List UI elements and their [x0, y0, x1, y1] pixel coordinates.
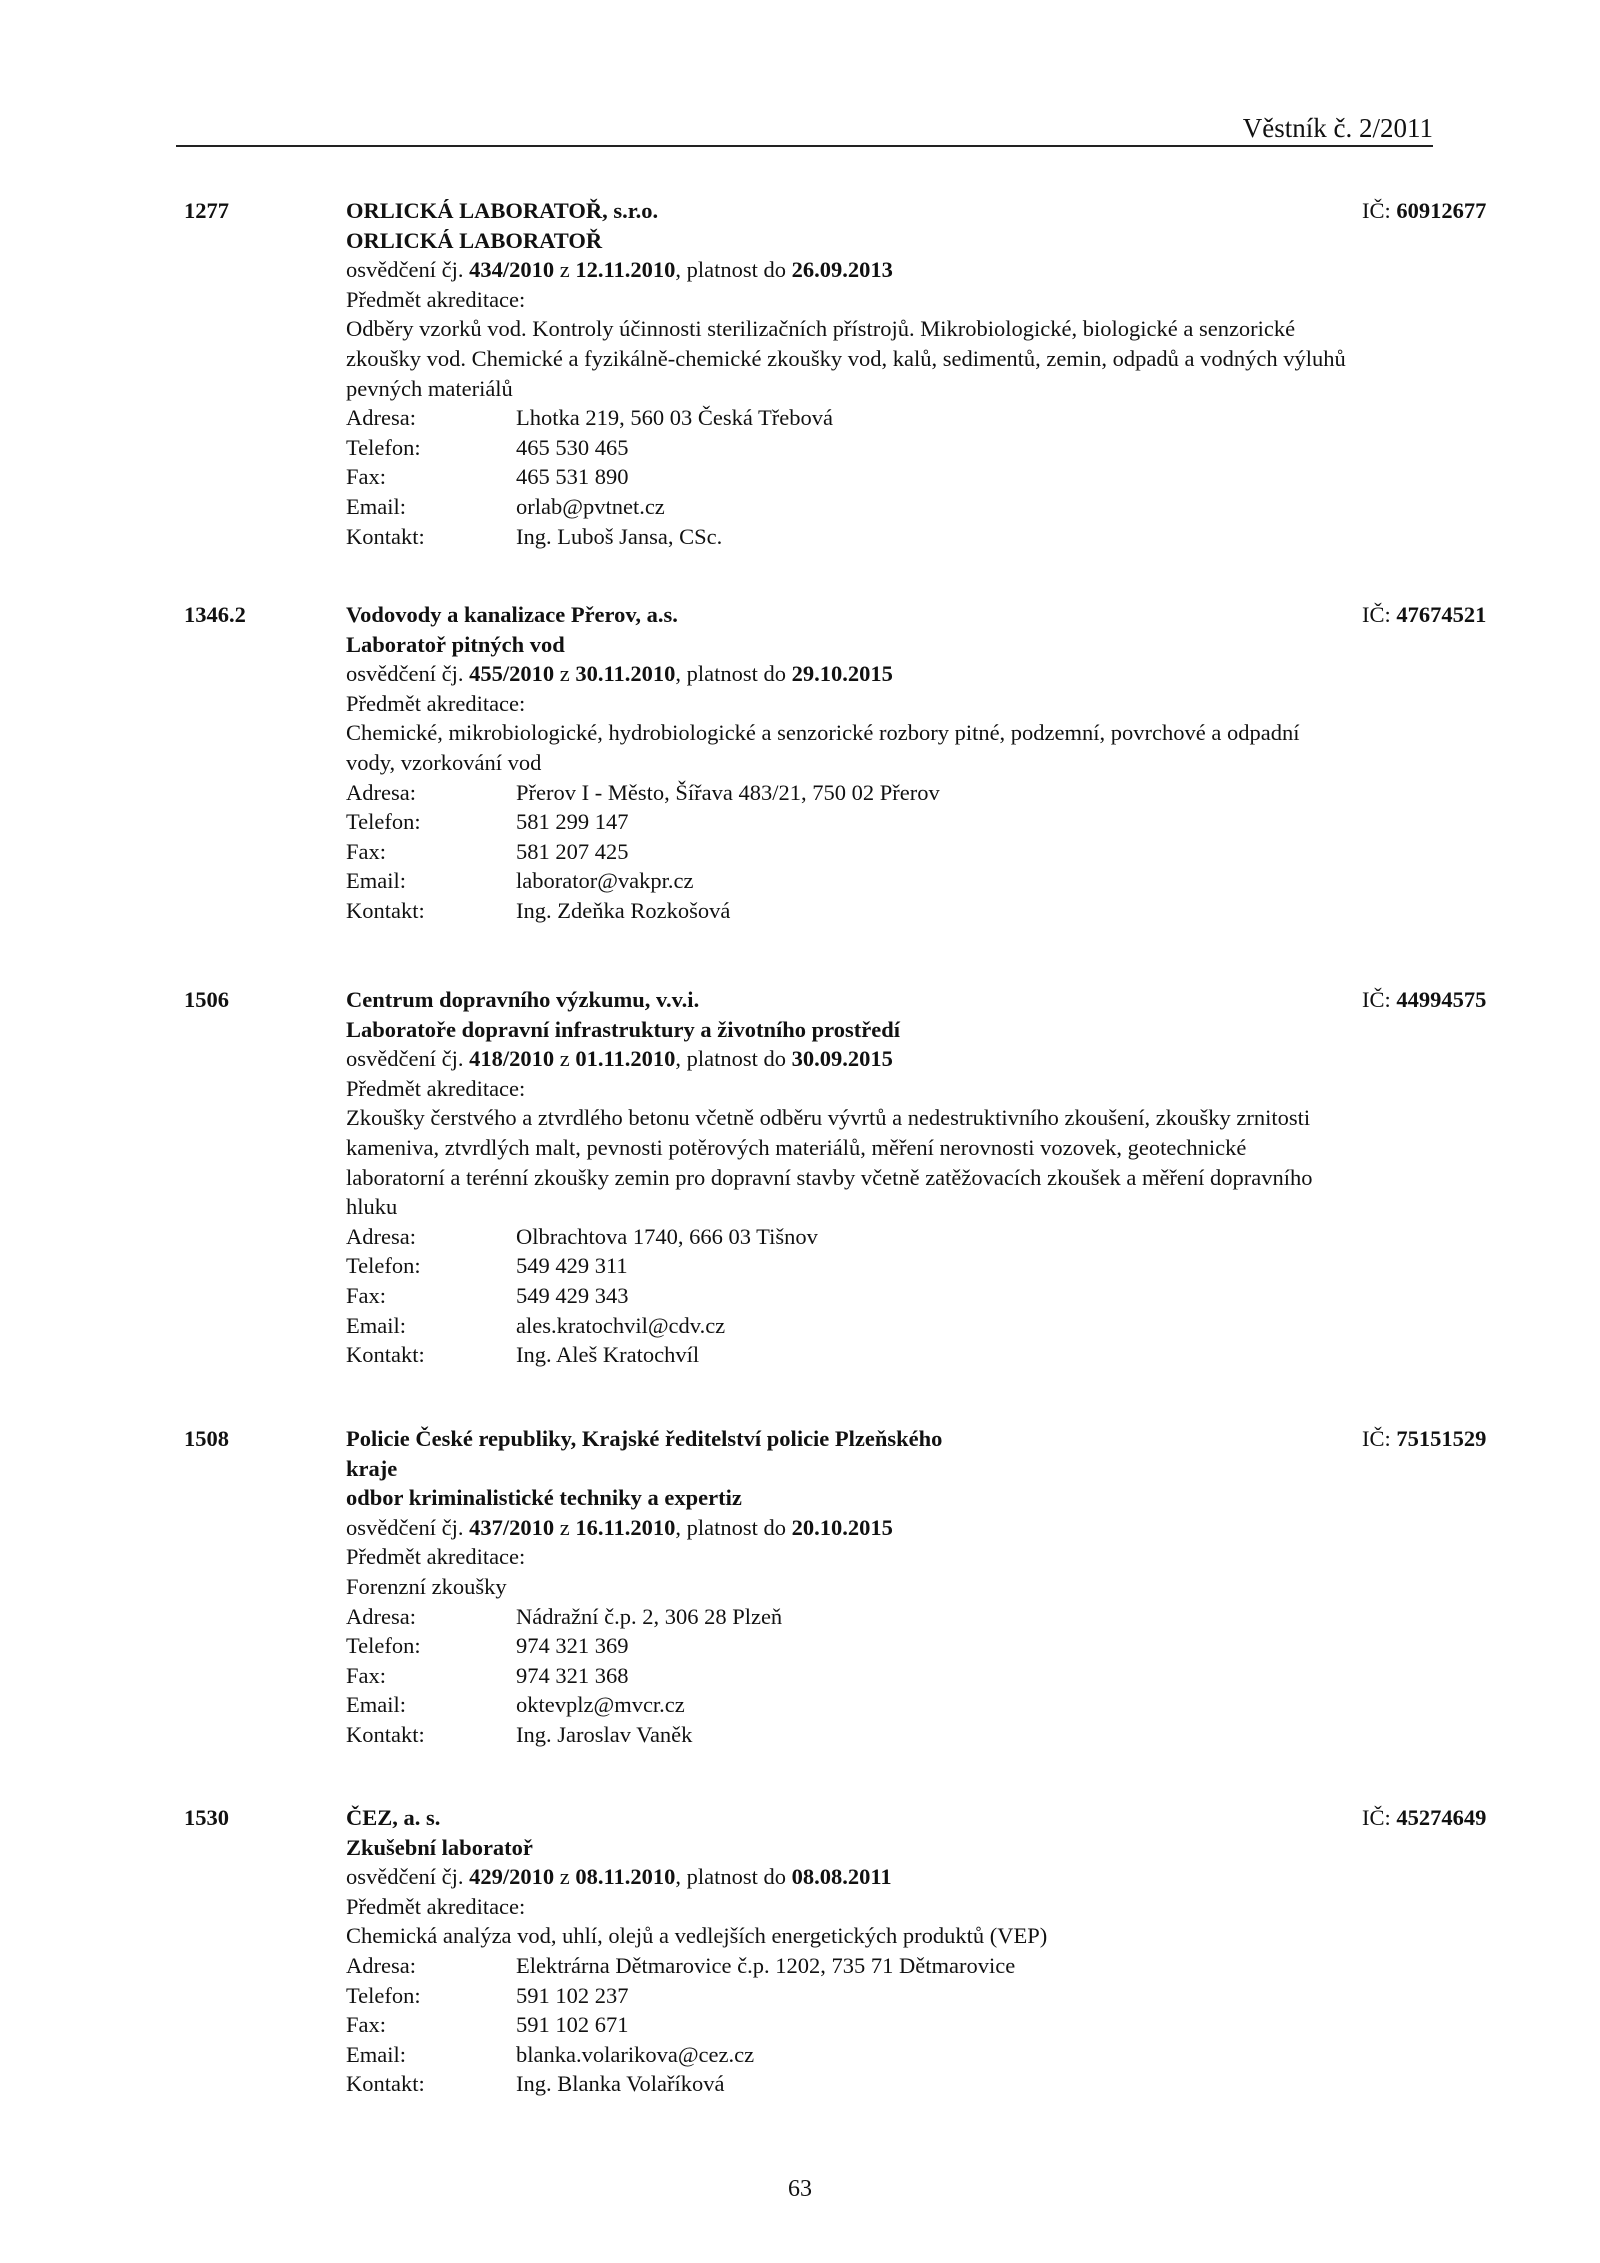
- email-value: orlab@pvtnet.cz: [516, 493, 665, 519]
- subject-text-line: Odběry vzorků vod. Kontroly účinnosti sterilizačních přístrojů. Mikrobiologické, biologické a senzorické: [346, 316, 1296, 342]
- entry-number: 1277: [184, 198, 229, 223]
- contact-label: Kontakt:: [346, 897, 425, 923]
- certificate-date: 16.11.2010: [575, 1514, 676, 1540]
- email-value: blanka.volarikova@cez.cz: [516, 2041, 755, 2067]
- subject-heading: Předmět akreditace:: [346, 690, 526, 716]
- email-value: ales.kratochvil@cdv.cz: [516, 1312, 726, 1338]
- address-row: [346, 778, 1396, 808]
- certificate-date: 08.11.2010: [575, 1864, 676, 1890]
- ico-label: IČ:: [1362, 602, 1397, 627]
- validity-label: , platnost do: [675, 257, 792, 283]
- fax-row: [346, 2010, 1396, 2040]
- phone-row: [346, 1981, 1396, 2011]
- phone-value: 581 299 147: [516, 809, 629, 835]
- laboratory-name: Laboratoř pitných vod: [346, 631, 565, 657]
- certificate-label: osvědčení čj.: [346, 1046, 470, 1072]
- phone-label: Telefon:: [346, 1982, 421, 2008]
- fax-label: Fax:: [346, 1662, 387, 1688]
- contact-value: Ing. Blanka Volaříková: [516, 2071, 725, 2097]
- organization-name: Vodovody a kanalizace Přerov, a.s.: [346, 602, 678, 627]
- address-value: Lhotka 219, 560 03 Česká Třebová: [516, 405, 834, 431]
- laboratory-name: Laboratoře dopravní infrastruktury a životního prostředí: [346, 1016, 900, 1042]
- email-row: [346, 1311, 1396, 1341]
- certificate-label: osvědčení čj.: [346, 661, 470, 687]
- phone-row: [346, 433, 1396, 463]
- address-value: Přerov I - Město, Šířava 483/21, 750 02 Přerov: [516, 779, 940, 805]
- contact-value: Ing. Luboš Jansa, CSc.: [516, 523, 723, 549]
- certificate-z: z: [554, 661, 576, 687]
- ico-line: [1362, 600, 1486, 630]
- fax-value: 591 102 671: [516, 2012, 629, 2038]
- contact-row: [346, 896, 1396, 926]
- entry-number: 1506: [184, 987, 229, 1012]
- validity-label: , platnost do: [675, 1864, 792, 1890]
- contact-value: Ing. Zdeňka Rozkošová: [516, 897, 731, 923]
- contact-label: Kontakt:: [346, 523, 425, 549]
- address-label: Adresa:: [346, 405, 416, 431]
- subject-text-line: Chemické, mikrobiologické, hydrobiologické a senzorické rozbory pitné, podzemní, povrchové a odpadní: [346, 720, 1300, 746]
- contact-row: [346, 522, 1396, 552]
- entry-number: 1530: [184, 1805, 229, 1830]
- email-row: [346, 492, 1396, 522]
- subject-text-line: vody, vzorkování vod: [346, 749, 542, 775]
- phone-label: Telefon:: [346, 434, 421, 460]
- address-label: Adresa:: [346, 1952, 416, 1978]
- ico-value: 44994575: [1396, 987, 1487, 1012]
- certificate-date: 30.11.2010: [575, 661, 676, 687]
- phone-label: Telefon:: [346, 809, 421, 835]
- contact-label: Kontakt:: [346, 2071, 425, 2097]
- organization-name: Policie České republiky, Krajské ředitelství policie Plzeňského kraje: [346, 1426, 943, 1481]
- email-row: [346, 866, 1396, 896]
- email-row: [346, 2040, 1396, 2070]
- address-value: Olbrachtova 1740, 666 03 Tišnov: [516, 1223, 818, 1249]
- fax-row: [346, 1281, 1396, 1311]
- phone-value: 465 530 465: [516, 434, 629, 460]
- subject-text-line: Zkoušky čerstvého a ztvrdlého betonu včetně odběru vývrtů a nedestruktivního zkoušení, zkoušky zrnitosti: [346, 1105, 1311, 1131]
- certificate-line: [346, 659, 1396, 689]
- email-label: Email:: [346, 493, 406, 519]
- email-value: laborator@vakpr.cz: [516, 868, 694, 894]
- validity-date: 30.09.2015: [791, 1046, 893, 1072]
- contact-label: Kontakt:: [346, 1342, 425, 1368]
- phone-label: Telefon:: [346, 1253, 421, 1279]
- phone-value: 974 321 369: [516, 1633, 629, 1659]
- entry-number: 1508: [184, 1426, 229, 1451]
- certificate-date: 01.11.2010: [575, 1046, 676, 1072]
- phone-row: [346, 807, 1396, 837]
- entry-body: [346, 1424, 1487, 1750]
- fax-value: 465 531 890: [516, 464, 629, 490]
- contact-row: [346, 1340, 1396, 1370]
- subject-heading: Předmět akreditace:: [346, 1893, 526, 1919]
- fax-value: 581 207 425: [516, 838, 629, 864]
- email-label: Email:: [346, 1312, 406, 1338]
- email-value: oktevplz@mvcr.cz: [516, 1692, 685, 1718]
- contact-row: [346, 1720, 1396, 1750]
- laboratory-name: ORLICKÁ LABORATOŘ: [346, 227, 603, 253]
- ico-value: 47674521: [1396, 602, 1487, 627]
- subject-text-line: pevných materiálů: [346, 375, 513, 401]
- subject-text-line: kameniva, ztvrdlých malt, pevnosti potěrových materiálů, měření nerovnosti vozovek, geotechnické: [346, 1134, 1247, 1160]
- ico-label: IČ:: [1362, 1805, 1397, 1830]
- subject-text-line: Chemická analýza vod, uhlí, olejů a vedlejších energetických produktů (VEP): [346, 1923, 1048, 1949]
- certificate-label: osvědčení čj.: [346, 1864, 470, 1890]
- ico-label: IČ:: [1362, 198, 1397, 223]
- fax-value: 549 429 343: [516, 1282, 629, 1308]
- certificate-line: [346, 1044, 1396, 1074]
- certificate-z: z: [554, 1864, 576, 1890]
- fax-row: [346, 837, 1396, 867]
- fax-row: [346, 1661, 1396, 1691]
- subject-heading: Předmět akreditace:: [346, 1544, 526, 1570]
- certificate-z: z: [554, 1514, 576, 1540]
- subject-text-line: hluku: [346, 1194, 398, 1220]
- ico-value: 45274649: [1396, 1805, 1487, 1830]
- validity-label: , platnost do: [675, 1514, 792, 1540]
- certificate-z: z: [554, 1046, 576, 1072]
- page-number: 63: [788, 2176, 812, 2202]
- address-row: [346, 1222, 1396, 1252]
- certificate-label: osvědčení čj.: [346, 1514, 470, 1540]
- validity-date: 20.10.2015: [791, 1514, 893, 1540]
- certificate-z: z: [554, 257, 576, 283]
- certificate-number: 429/2010: [469, 1864, 555, 1890]
- contact-row: [346, 2069, 1396, 2099]
- organization-name: Centrum dopravního výzkumu, v.v.i.: [346, 987, 700, 1012]
- certificate-line: [346, 1513, 1396, 1543]
- fax-label: Fax:: [346, 2012, 387, 2038]
- address-value: Elektrárna Dětmarovice č.p. 1202, 735 71 Dětmarovice: [516, 1952, 1016, 1978]
- fax-value: 974 321 368: [516, 1662, 629, 1688]
- certificate-number: 434/2010: [469, 257, 555, 283]
- fax-label: Fax:: [346, 1282, 387, 1308]
- phone-row: [346, 1631, 1396, 1661]
- header-divider: [176, 145, 1433, 147]
- fax-row: [346, 462, 1396, 492]
- phone-value: 549 429 311: [516, 1253, 628, 1279]
- ico-value: 60912677: [1396, 198, 1487, 223]
- entry-body: [346, 600, 1487, 926]
- subject-text-line: zkoušky vod. Chemické a fyzikálně-chemické zkoušky vod, kalů, sedimentů, zemin, odpadů a vodných výluhů: [346, 345, 1346, 371]
- contact-value: Ing. Aleš Kratochvíl: [516, 1342, 700, 1368]
- entry-body: [346, 196, 1487, 551]
- contact-value: Ing. Jaroslav Vaněk: [516, 1721, 693, 1747]
- validity-date: 29.10.2015: [791, 661, 893, 687]
- certificate-line: [346, 255, 1396, 285]
- email-row: [346, 1690, 1396, 1720]
- validity-label: , platnost do: [675, 1046, 792, 1072]
- phone-row: [346, 1251, 1396, 1281]
- phone-value: 591 102 237: [516, 1982, 629, 2008]
- contact-label: Kontakt:: [346, 1721, 425, 1747]
- subject-text-line: Forenzní zkoušky: [346, 1573, 507, 1599]
- bulletin-title: Věstník č. 2/2011: [1242, 113, 1433, 143]
- organization-name: ORLICKÁ LABORATOŘ, s.r.o.: [346, 198, 659, 223]
- ico-label: IČ:: [1362, 987, 1397, 1012]
- laboratory-name: odbor kriminalistické techniky a expertiz: [346, 1485, 742, 1511]
- subject-text-line: laboratorní a terénní zkoušky zemin pro dopravní stavby včetně zatěžovacích zkoušek a měření dopravního: [346, 1164, 1313, 1190]
- validity-label: , platnost do: [675, 661, 792, 687]
- ico-value: 75151529: [1396, 1426, 1487, 1451]
- ico-line: [1362, 1424, 1486, 1454]
- entry-number: 1346.2: [184, 602, 246, 627]
- ico-line: [1362, 196, 1486, 226]
- address-row: [346, 1951, 1396, 1981]
- email-label: Email:: [346, 2041, 406, 2067]
- entry-body: [346, 1803, 1487, 2099]
- entry-body: [346, 985, 1487, 1370]
- fax-label: Fax:: [346, 838, 387, 864]
- address-row: [346, 1602, 1396, 1632]
- organization-name: ČEZ, a. s.: [346, 1805, 441, 1830]
- certificate-label: osvědčení čj.: [346, 257, 470, 283]
- certificate-number: 418/2010: [469, 1046, 555, 1072]
- ico-label: IČ:: [1362, 1426, 1397, 1451]
- validity-date: 26.09.2013: [791, 257, 893, 283]
- fax-label: Fax:: [346, 464, 387, 490]
- subject-heading: Předmět akreditace:: [346, 286, 526, 312]
- ico-line: [1362, 1803, 1486, 1833]
- ico-line: [1362, 985, 1486, 1015]
- certificate-date: 12.11.2010: [575, 257, 676, 283]
- address-label: Adresa:: [346, 1603, 416, 1629]
- email-label: Email:: [346, 868, 406, 894]
- certificate-number: 455/2010: [469, 661, 555, 687]
- address-label: Adresa:: [346, 1223, 416, 1249]
- certificate-line: [346, 1862, 1396, 1892]
- address-row: [346, 403, 1396, 433]
- email-label: Email:: [346, 1692, 406, 1718]
- address-label: Adresa:: [346, 779, 416, 805]
- phone-label: Telefon:: [346, 1633, 421, 1659]
- laboratory-name: Zkušební laboratoř: [346, 1834, 533, 1860]
- certificate-number: 437/2010: [469, 1514, 555, 1540]
- address-value: Nádražní č.p. 2, 306 28 Plzeň: [516, 1603, 783, 1629]
- subject-heading: Předmět akreditace:: [346, 1075, 526, 1101]
- validity-date: 08.08.2011: [791, 1864, 892, 1890]
